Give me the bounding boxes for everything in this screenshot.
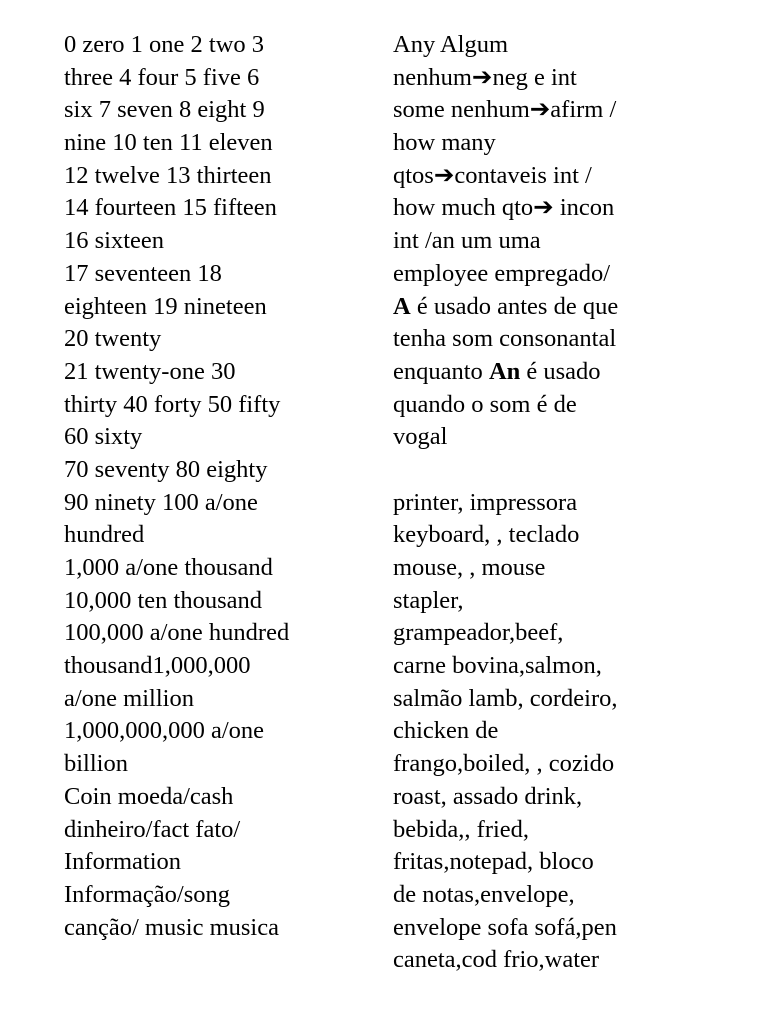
- text-line: quando o som é de: [393, 390, 577, 418]
- vocab-line: frango,boiled, , cozido: [393, 750, 615, 778]
- text-line: vogal: [393, 423, 448, 451]
- vocab-line: caneta,cod frio,water: [393, 946, 600, 974]
- text-line: int /an um uma: [393, 227, 541, 255]
- vocab-line: keyboard, , teclado: [393, 521, 580, 549]
- text-line: Any Algum: [393, 31, 509, 58]
- vocab-line: chicken de: [393, 717, 499, 745]
- bold-article-a: A: [393, 292, 411, 320]
- vocab-line: de notas,envelope,: [393, 880, 575, 908]
- left-column: [64, 29, 364, 944]
- vocab-line: mouse, , mouse: [393, 554, 546, 581]
- text-fragment: é usado antes de que: [410, 292, 619, 320]
- text-line: how much qto➔ incon: [393, 194, 615, 222]
- text-line: hundred: [64, 521, 145, 549]
- text-line: six 7 seven 8 eight 9: [64, 96, 265, 124]
- vocab-line: roast, assado drink,: [393, 782, 583, 810]
- text-line: thirty 40 forty 50 fifty: [64, 390, 281, 418]
- text-line: qtos➔contaveis int /: [393, 161, 592, 189]
- text-line: thousand1,000,000: [64, 652, 251, 680]
- vocab-line: salmão lamb, cordeiro,: [393, 684, 618, 712]
- text-line: tenha som consonantal: [393, 325, 617, 353]
- text-line: 60 sixty: [64, 423, 143, 451]
- vocab-line: bebida,, fried,: [393, 815, 530, 843]
- text-line: employee empregado/: [393, 259, 611, 287]
- text-line: 20 twenty: [64, 325, 162, 353]
- text-line: how many: [393, 129, 496, 157]
- text-line: Informação/song: [64, 880, 230, 908]
- text-line: 10,000 ten thousand: [64, 586, 263, 614]
- text-line: 0 zero 1 one 2 two 3: [64, 31, 265, 58]
- vocab-line: carne bovina,salmon,: [393, 652, 602, 680]
- text-line: Coin moeda/cash: [64, 782, 234, 810]
- text-line-article-a: [393, 291, 723, 324]
- text-line: 16 sixteen: [64, 227, 165, 255]
- text-line: dinheiro/fact fato/: [64, 815, 241, 843]
- text-line: nine 10 ten 11 eleven: [64, 129, 273, 157]
- text-line: 100,000 a/one hundred: [64, 619, 290, 647]
- text-line: canção/ music musica: [64, 913, 279, 941]
- text-line: Information: [64, 848, 182, 876]
- text-line: 12 twelve 13 thirteen: [64, 161, 272, 189]
- blank-line: [393, 454, 723, 487]
- vocab-line: fritas,notepad, bloco: [393, 848, 594, 876]
- text-line: eighteen 19 nineteen: [64, 292, 267, 320]
- text-line-article-an: [393, 356, 723, 389]
- text-line: 17 seventeen 18: [64, 259, 222, 287]
- right-column: [393, 29, 723, 977]
- text-line: nenhum➔neg e int: [393, 63, 577, 91]
- text-line: 1,000,000,000 a/one: [64, 717, 265, 745]
- text-line: 90 ninety 100 a/one: [64, 488, 258, 516]
- text-line: 1,000 a/one thousand: [64, 554, 273, 581]
- vocab-line: printer, impressora: [393, 488, 578, 516]
- text-line: a/one million: [64, 684, 194, 712]
- text-line: some nenhum➔afirm /: [393, 96, 617, 124]
- vocab-line: envelope sofa sofá,pen: [393, 913, 617, 941]
- text-fragment: enquanto: [393, 357, 489, 385]
- vocab-line: grampeador,beef,: [393, 619, 564, 647]
- text-fragment: é usado: [520, 357, 601, 385]
- text-line: 70 seventy 80 eighty: [64, 455, 268, 483]
- text-line: 14 fourteen 15 fifteen: [64, 194, 277, 222]
- text-line: billion: [64, 750, 128, 778]
- text-line: 21 twenty-one 30: [64, 357, 236, 385]
- vocab-line: stapler,: [393, 586, 464, 614]
- bold-article-an: An: [488, 357, 521, 385]
- text-line: three 4 four 5 five 6: [64, 63, 260, 91]
